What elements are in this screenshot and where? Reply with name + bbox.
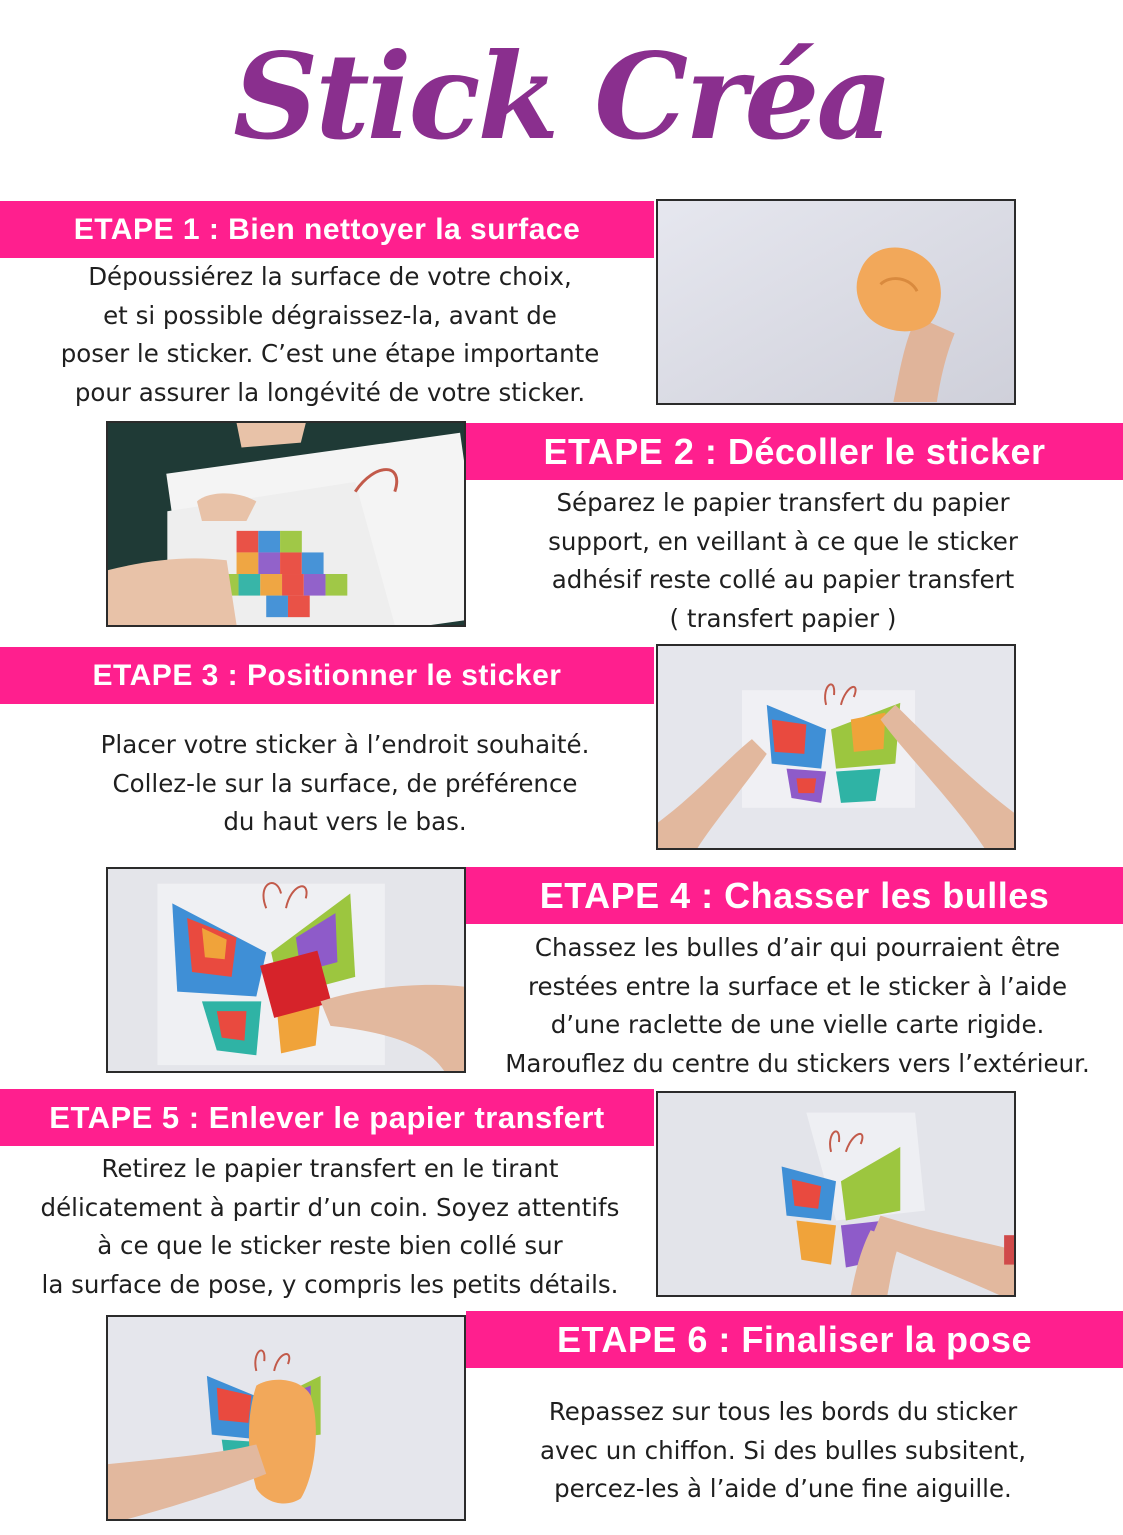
step-4-description [472, 929, 1123, 1083]
step-5-description [0, 1150, 660, 1304]
step-1-banner: ETAPE 1 : Bien nettoyer la surface [0, 201, 654, 258]
brand-title: Stick Créa [233, 27, 890, 166]
step-4-banner: ETAPE 4 : Chasser les bulles [466, 867, 1123, 924]
step-6-description [466, 1393, 1100, 1509]
step-2-banner: ETAPE 2 : Décoller le sticker [466, 423, 1123, 480]
step-3-line: Collez-le sur la surface, de préférence [112, 768, 578, 798]
step-3-line: du haut vers le bas. [223, 807, 467, 836]
step-3-line: Placer votre sticker à l’endroit souhaité. [100, 730, 590, 759]
step-2-line: Séparez le papier transfert du papier [556, 488, 1010, 517]
step-2-line: support, en veillant à ce que le sticker [548, 526, 1018, 556]
step-6-line: Repassez sur tous les bords du sticker [548, 1397, 1018, 1426]
step-3-description [0, 726, 690, 842]
step-6-line: percez-les à l’aide d’une fine aiguille. [554, 1474, 1012, 1503]
step-3-banner: ETAPE 3 : Positionner le sticker [0, 647, 654, 704]
step-3-photo [656, 644, 1016, 850]
step-5-line: la surface de pose, y compris les petits détails. [41, 1269, 619, 1299]
step-4-line: restées entre la surface et le sticker à l’aide [527, 971, 1068, 1001]
step-1-line: poser le sticker. C’est une étape importante [60, 339, 600, 368]
step-5-line: délicatement à partir d’un coin. Soyez attentifs [40, 1192, 620, 1222]
step-5-photo [656, 1091, 1016, 1297]
step-5-banner: ETAPE 5 : Enlever le papier transfert [0, 1089, 654, 1146]
step-4-photo [106, 867, 466, 1073]
step-5-line: Retirez le papier transfert en le tirant [101, 1154, 559, 1183]
step-6-photo [106, 1315, 466, 1521]
step-1-line: pour assurer la longévité de votre sticker. [74, 377, 586, 407]
step-1-description [0, 258, 660, 412]
step-6-banner: ETAPE 6 : Finaliser la pose [466, 1311, 1123, 1368]
step-1-line: et si possible dégraissez-la, avant de [103, 300, 557, 330]
step-4-line: d’une raclette de une vielle carte rigide. [550, 1010, 1045, 1039]
step-2-photo [106, 421, 466, 627]
step-6-line: avec un chiffon. Si des bulles subsitent, [539, 1435, 1027, 1465]
step-2-line: ( transfert papier ) [669, 603, 897, 633]
step-5-line: à ce que le sticker reste bien collé sur [97, 1231, 563, 1260]
step-2-description [466, 484, 1100, 638]
step-1-photo [656, 199, 1016, 405]
step-2-line: adhésif reste collé au papier transfert [551, 565, 1015, 594]
step-4-line: Chassez les bulles d’air qui pourraient être [534, 933, 1061, 962]
step-1-line: Dépoussiérez la surface de votre choix, [88, 262, 572, 291]
step-4-line: Marouflez du centre du stickers vers l’extérieur. [505, 1048, 1090, 1078]
